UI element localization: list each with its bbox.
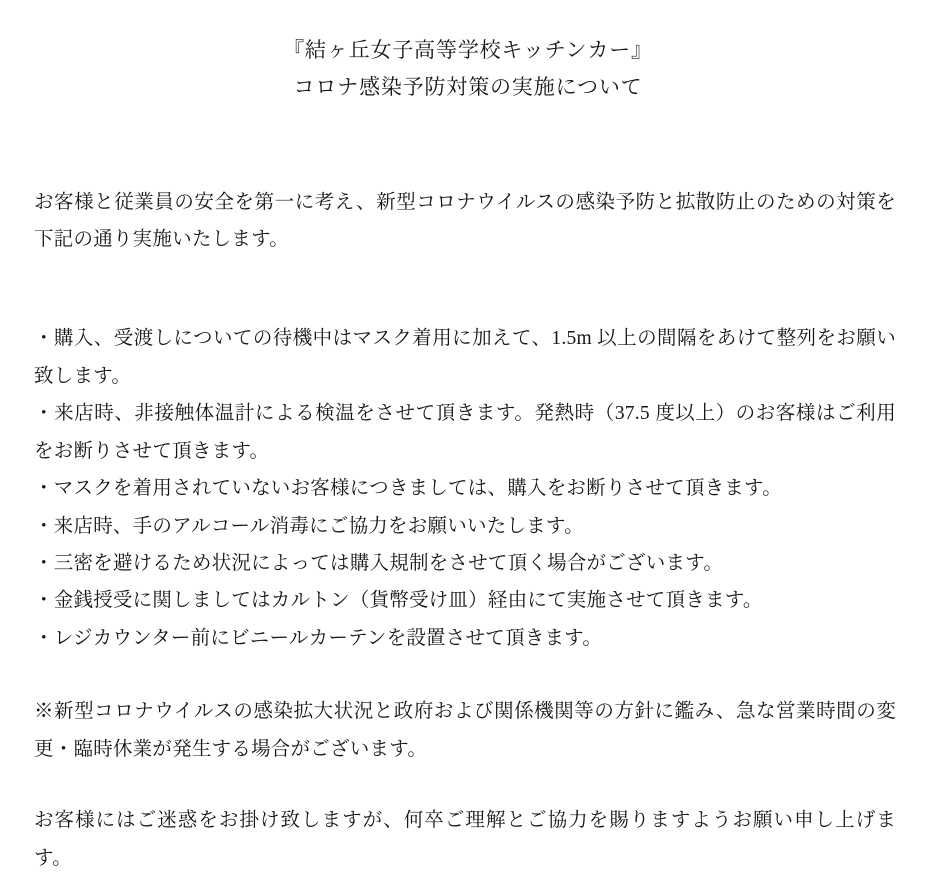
title-line-2: コロナ感染予防対策の実施について <box>293 74 643 99</box>
measure-item: ・金銭授受に関しましてはカルトン（貨幣受け皿）経由にて実施させて頂きます。 <box>34 590 763 612</box>
measure-item: ・来店時、手のアルコール消毒にご協力をお願いいたします。 <box>34 515 584 537</box>
measure-item: ・レジカウンター前にビニールカーテンを設置させて頂きます。 <box>34 627 603 649</box>
measure-item: ・マスクを着用されていないお客様につきましては、購入をお断りさせて頂きます。 <box>34 478 782 500</box>
measures-list <box>34 320 896 657</box>
document-body <box>34 184 896 878</box>
measure-item: ・購入、受渡しについての待機中はマスク着用に加えて、1.5m 以上の間隔をあけて整列をお願い致します。 <box>34 328 896 387</box>
title-line-1: 『結ヶ丘女子高等学校キッチンカー』 <box>283 38 653 62</box>
notice-paragraph: ※新型コロナウイルスの感染拡大状況と政府および関係機関等の方針に鑑み、急な営業時間の変更・臨時休業が発生する場合がございます。 <box>34 701 896 760</box>
measure-item: ・三密を避けるため状況によっては購入規制をさせて頂く場合がございます。 <box>34 553 724 574</box>
closing-paragraph: お客様にはご迷惑をお掛け致しますが、何卒ご理解とご協力を賜りますようお願い申し上げます。 <box>34 810 896 869</box>
intro-paragraph: お客様と従業員の安全を第一に考え、新型コロナウイルスの感染予防と拡散防止のための対策を下記の通り実施いたします。 <box>34 191 896 250</box>
document-title <box>0 32 936 106</box>
measure-item: ・来店時、非接触体温計による検温をさせて頂きます。発熱時（37.5 度以上）のお客様はご利用をお断りさせて頂きます。 <box>34 403 896 462</box>
